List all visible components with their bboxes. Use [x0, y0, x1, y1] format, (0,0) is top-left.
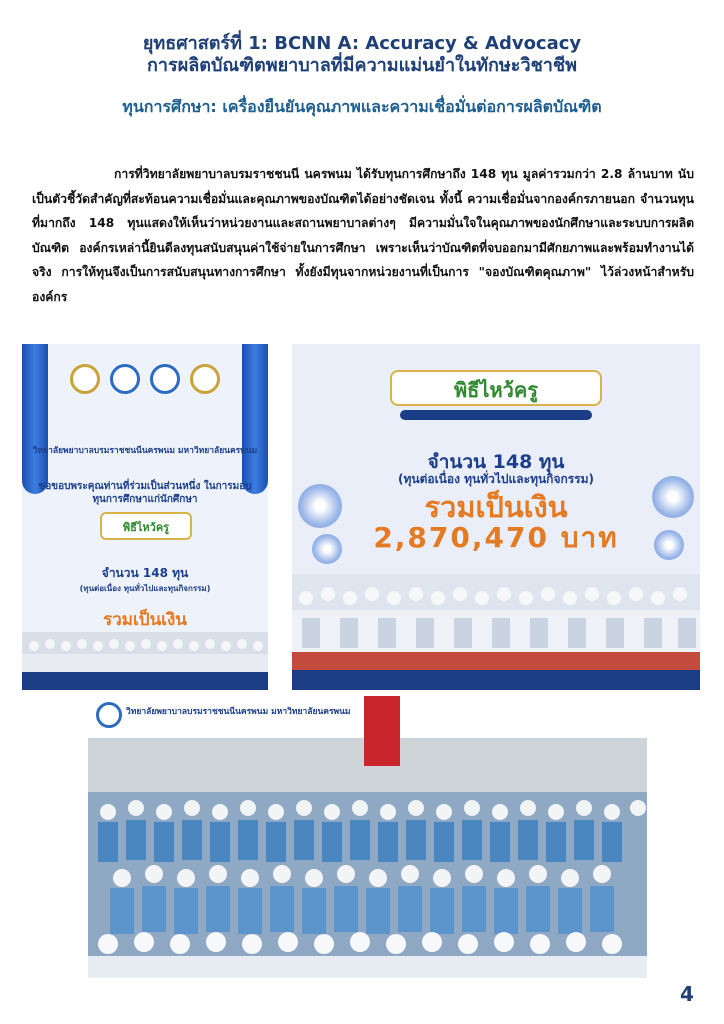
crowd-photo	[88, 792, 647, 978]
curtain-left	[22, 344, 48, 494]
page-title	[0, 33, 724, 77]
scholarship-count: จำนวน 148 ทุน	[101, 566, 189, 580]
total-amount: 2,870,470 บาท	[373, 521, 619, 554]
ceremony-ribbon	[400, 410, 592, 420]
poster-footer-bar	[292, 670, 700, 690]
poster-thanks: ขอขอบพระคุณท่านที่ร่วมเป็นส่วนหนึ่ง ในการมอบทุนการศึกษาแก่นักศึกษา	[38, 481, 252, 505]
total-label: รวมเป็นเงิน	[103, 610, 187, 630]
poster-footer-bar	[22, 672, 268, 690]
photo-college-name: วิทยาลัยพยาบาลบรมราชชนนีนครพนม มหาวิทยาลัยนครพนม	[126, 707, 351, 717]
poster-college-name: วิทยาลัยพยาบาลบรมราชชนนีนครพนม มหาวิทยาลัยนครพนม	[32, 446, 258, 456]
logo-emblem-4	[190, 364, 220, 394]
crowd-photo-strip	[292, 574, 700, 670]
body-paragraph: การที่วิทยาลัยพยาบาลบรมราชชนนี นครพนม ได้รับทุนการศึกษาถึง 148 ทุน มูลค่ารวมกว่า 2.8 ล้านบาท นับเป็นตัวชี้วัดสำคัญที่สะท้อนความเชื่อมั่นและคุณภาพของบัณฑิตได้อย่างชัดเจน ทั้งนี้ ความเชื่อมั่นจากองค์กรภายนอก จำนวนทุนที่มากถึง 148 ทุนแสดงให้เห็นว่าหน่วยงานและสถานพยาบาลต่างๆ มีความมั่นใจในคุณภาพของนักศึกษาและระบบการผลิตบัณฑิต องค์กรเหล่านี้ยินดีลงทุนสนับสนุนค่าใช้จ่ายในการศึกษา เพราะเห็นว่าบัณฑิตที่จบออกมามีศักยภาพและพร้อมทำงานได้จริง การให้ทุนจึงเป็นการสนับสนุนทางการศึกษา ทั้งยังมีทุนจากหน่วยงานที่เป็นการ "จองบัณฑิตคุณภาพ" ไว้ล่วงหน้าสำหรับองค์กร	[32, 167, 694, 304]
scholarship-poster-left	[22, 344, 268, 690]
scholarship-poster-right	[292, 344, 700, 690]
ceremony-title: พิธีไหว้ครู	[122, 521, 170, 534]
logo-emblem-1	[70, 364, 100, 394]
logo-emblem-2	[110, 364, 140, 394]
logo-row	[70, 364, 220, 398]
total-label: รวมเป็นเงิน	[424, 490, 568, 524]
title-line-2: การผลิตบัณฑิตพยาบาลที่มีความแม่นยำในทักษะวิชาชีพ	[147, 55, 577, 76]
scholarship-count: จำนวน 148 ทุน	[427, 451, 565, 473]
scholarship-types: (ทุนต่อเนื่อง ทุนทั่วไปและทุนกิจกรรม)	[79, 584, 211, 593]
college-logo	[96, 702, 122, 728]
section-subtitle: ทุนการศึกษา: เครื่องยืนยันคุณภาพและความเชื่อมั่นต่อการผลิตบัณฑิต	[122, 97, 602, 116]
logo-emblem-3	[150, 364, 180, 394]
stage-backdrop	[364, 696, 400, 766]
scholarship-types: (ทุนต่อเนื่อง ทุนทั่วไปและทุนกิจกรรม)	[397, 472, 595, 486]
crowd-photo-strip	[22, 632, 268, 672]
group-photo	[88, 696, 647, 978]
ceremony-title: พิธีไหว้ครู	[454, 378, 538, 402]
curtain-right	[242, 344, 268, 494]
title-line-1: ยุทธศาสตร์ที่ 1: BCNN A: Accuracy & Advocacy	[142, 33, 582, 54]
page-number: 4	[680, 982, 694, 1006]
